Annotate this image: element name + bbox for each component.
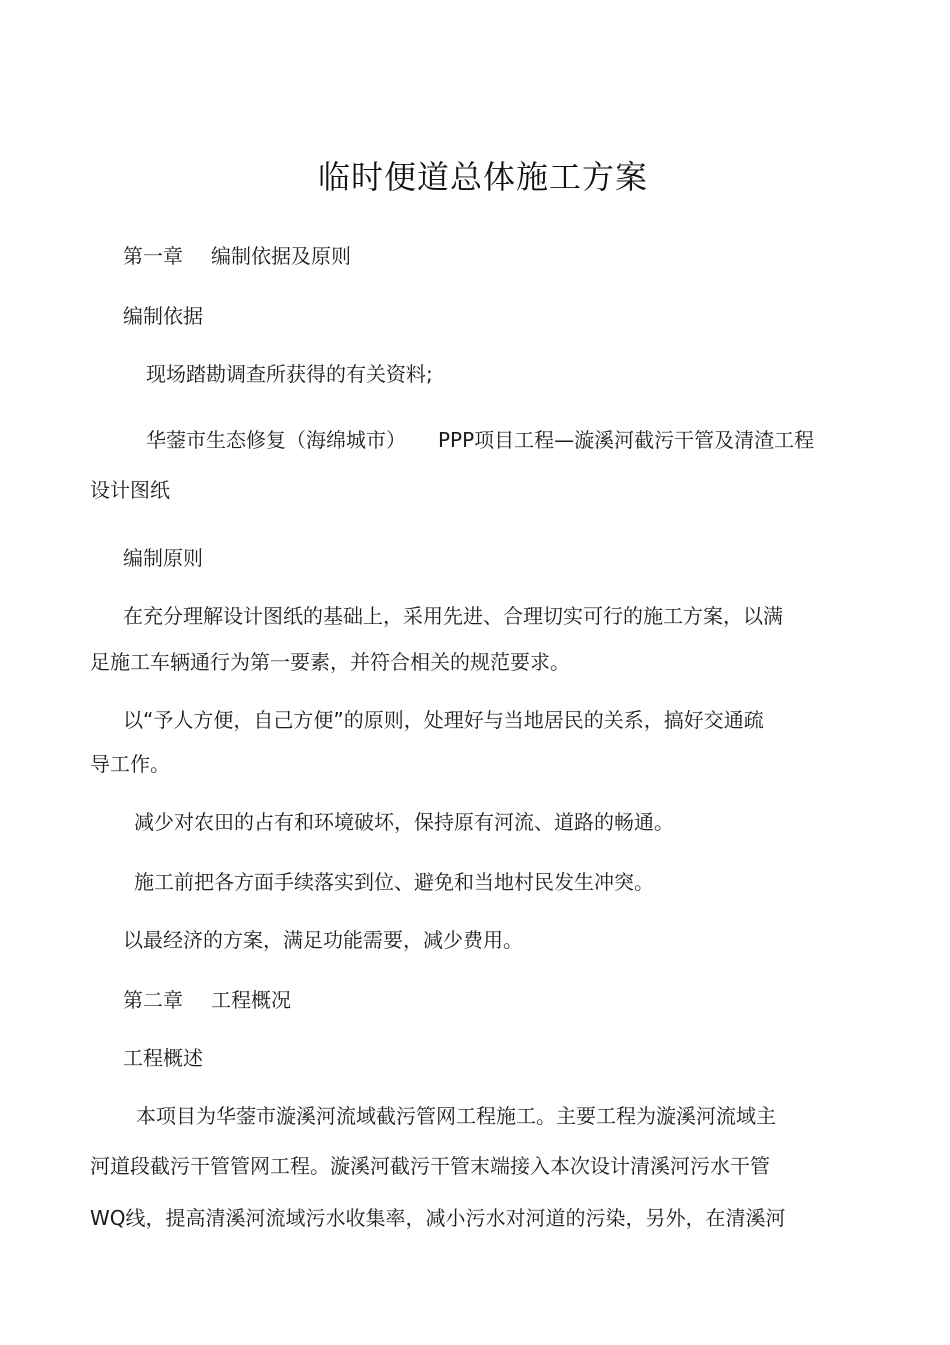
- overview-heading: 工程概述: [123, 1046, 203, 1070]
- overview-line-2: 河道段截污干管管网工程。漩溪河截污干管末端接入本次设计清溪河污水干管: [90, 1154, 770, 1178]
- principle-heading: 编制原则: [123, 546, 203, 570]
- chapter2-name: 工程概况: [211, 988, 291, 1012]
- chapter2-heading: [123, 986, 291, 1014]
- principle-4: 施工前把各方面手续落实到位、避免和当地村民发生冲突。: [134, 870, 654, 894]
- chapter2-number: 第二章: [123, 988, 183, 1012]
- principle-2-line-2: 导工作。: [90, 752, 170, 776]
- principle-2-line-1: 以“予人方便，自己方便”的原则，处理好与当地居民的关系，搞好交通疏: [123, 708, 764, 732]
- basis-item-2-line-2: 设计图纸: [90, 478, 170, 502]
- principle-5: 以最经济的方案，满足功能需要，减少费用。: [123, 928, 523, 952]
- chapter1-name: 编制依据及原则: [211, 244, 351, 268]
- basis-item-2-line-1: [146, 426, 814, 454]
- principle-1-line-2: 足施工车辆通行为第一要素，并符合相关的规范要求。: [90, 650, 570, 674]
- principle-1-line-1: 在充分理解设计图纸的基础上，采用先进、合理切实可行的施工方案，以满: [123, 604, 783, 628]
- overview-line-1: 本项目为华蓥市漩溪河流域截污管网工程施工。主要工程为漩溪河流域主: [136, 1104, 776, 1128]
- basis-heading: 编制依据: [123, 304, 203, 328]
- document-title: 临时便道总体施工方案: [317, 158, 648, 196]
- basis-item-2-project-scope: PPP项目工程—漩溪河截污干管及清渣工程: [438, 428, 815, 452]
- basis-item-1: 现场踏勘调查所获得的有关资料;: [146, 362, 433, 386]
- principle-3: 减少对农田的占有和环境破坏，保持原有河流、道路的畅通。: [134, 810, 674, 834]
- chapter1-heading: [123, 242, 351, 270]
- basis-item-2-project-name: 华蓥市生态修复（海绵城市）: [146, 428, 406, 452]
- chapter1-number: 第一章: [123, 244, 183, 268]
- overview-line-3: WQ线，提高清溪河流域污水收集率，减小污水对河道的污染，另外，在清溪河: [90, 1206, 786, 1230]
